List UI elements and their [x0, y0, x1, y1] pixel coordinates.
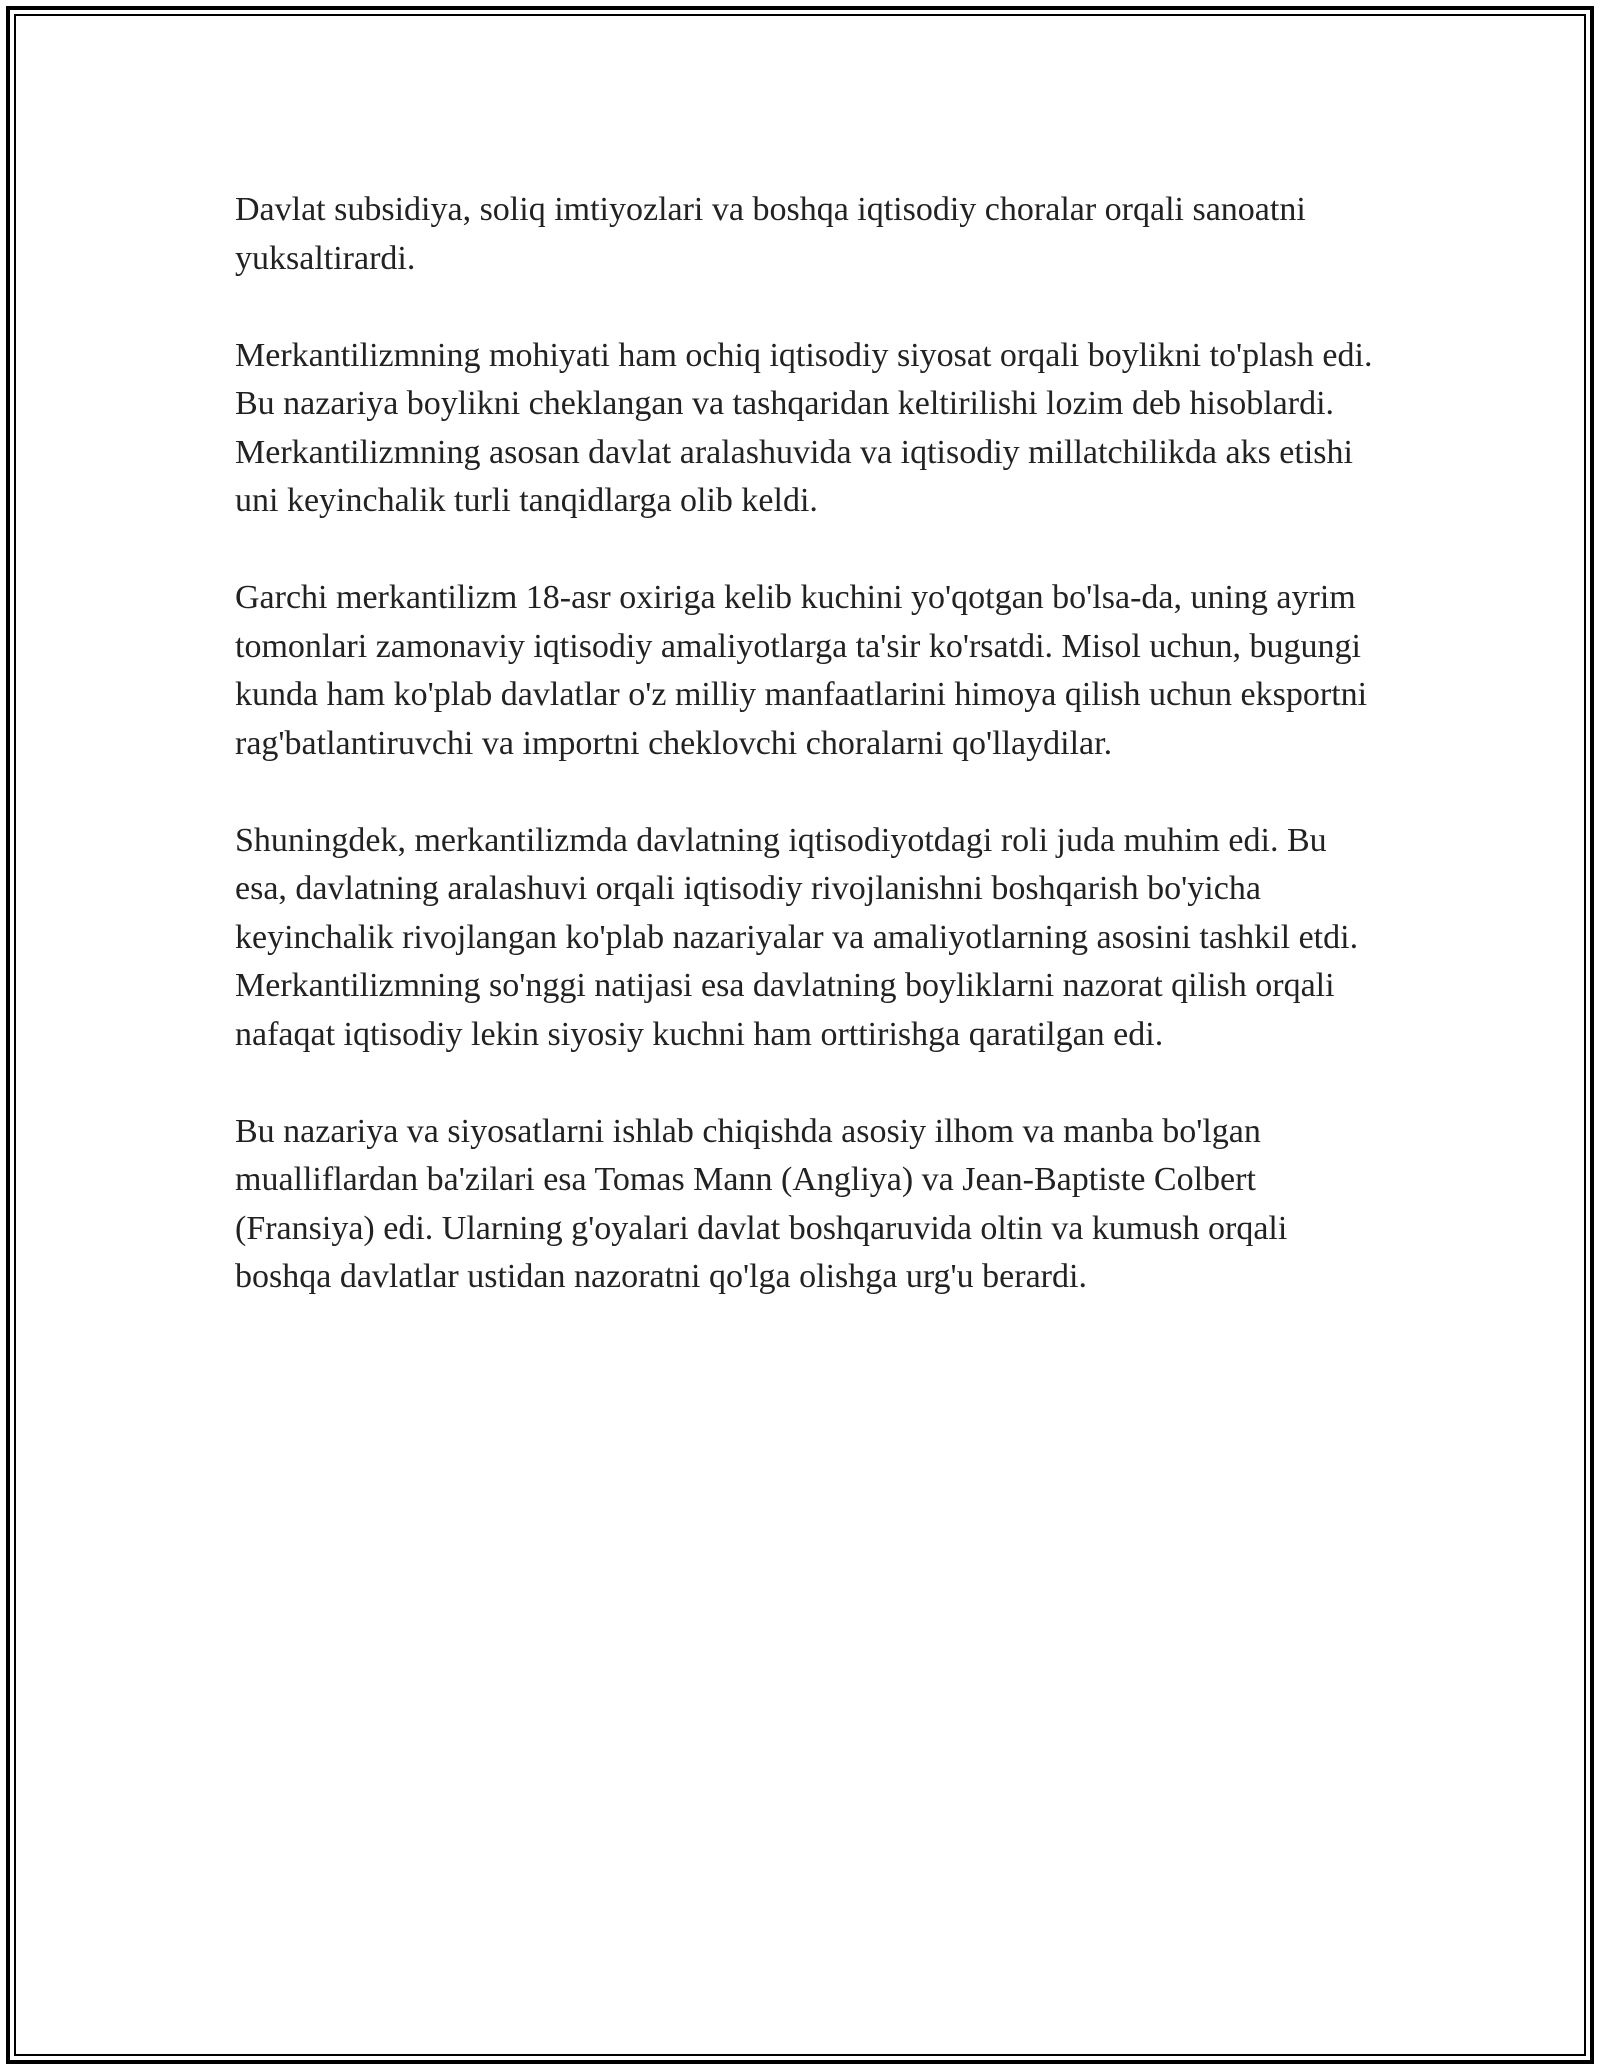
paragraph: Merkantilizmning mohiyati ham ochiq iqtisodiy siyosat orqali boylikni to'plash edi. Bu nazariya boylikni cheklangan va tashqaridan keltirilishi lozim deb hisoblardi. Merkantilizmning asosan davlat aralashuvida va iqtisodiy millatchilikda aks etishi uni keyinchalik turli tanqidlarga olib keldi. — [235, 336, 1373, 519]
paragraph: Shuningdek, merkantilizmda davlatning iqtisodiyotdagi roli juda muhim edi. Bu esa, davlatning aralashuvi orqali iqtisodiy rivojlanishni boshqarish bo'yicha keyinchalik rivojlangan ko'plab nazariyalar va amaliyotlarning asosini tashkil etdi. Merkantilizmning so'nggi natijasi esa davlatning boyliklarni nazorat qilish orqali nafaqat iqtisodiy lekin siyosiy kuchni ham orttirishga qaratilgan edi. — [235, 821, 1359, 1053]
paragraph: Davlat subsidiya, soliq imtiyozlari va boshqa iqtisodiy choralar orqali sanoatni yuksaltirardi. — [235, 191, 1306, 277]
paragraph: Bu nazariya va siyosatlarni ishlab chiqishda asosiy ilhom va manba bo'lgan mualliflardan ba'zilari esa Tomas Mann (Angliya) va Jean-Baptiste Colbert (Fransiya) edi. Ularning g'oyalari davlat boshqaruvida oltin va kumush orqali boshqa davlatlar ustidan nazoratni qo'lga olishga urg'u berardi. — [235, 1112, 1288, 1295]
paragraph: Garchi merkantilizm 18-asr oxiriga kelib kuchini yo'qotgan bo'lsa-da, uning ayrim tomonlari zamonaviy iqtisodiy amaliyotlarga ta'sir ko'rsatdi. Misol uchun, bugungi kunda ham ko'plab davlatlar o'z milliy manfaatlarini himoya qilish uchun eksportni rag'batlantiruvchi va importni cheklovchi choralarni qo'llaydilar. — [235, 579, 1368, 762]
document-body — [235, 186, 1385, 1350]
